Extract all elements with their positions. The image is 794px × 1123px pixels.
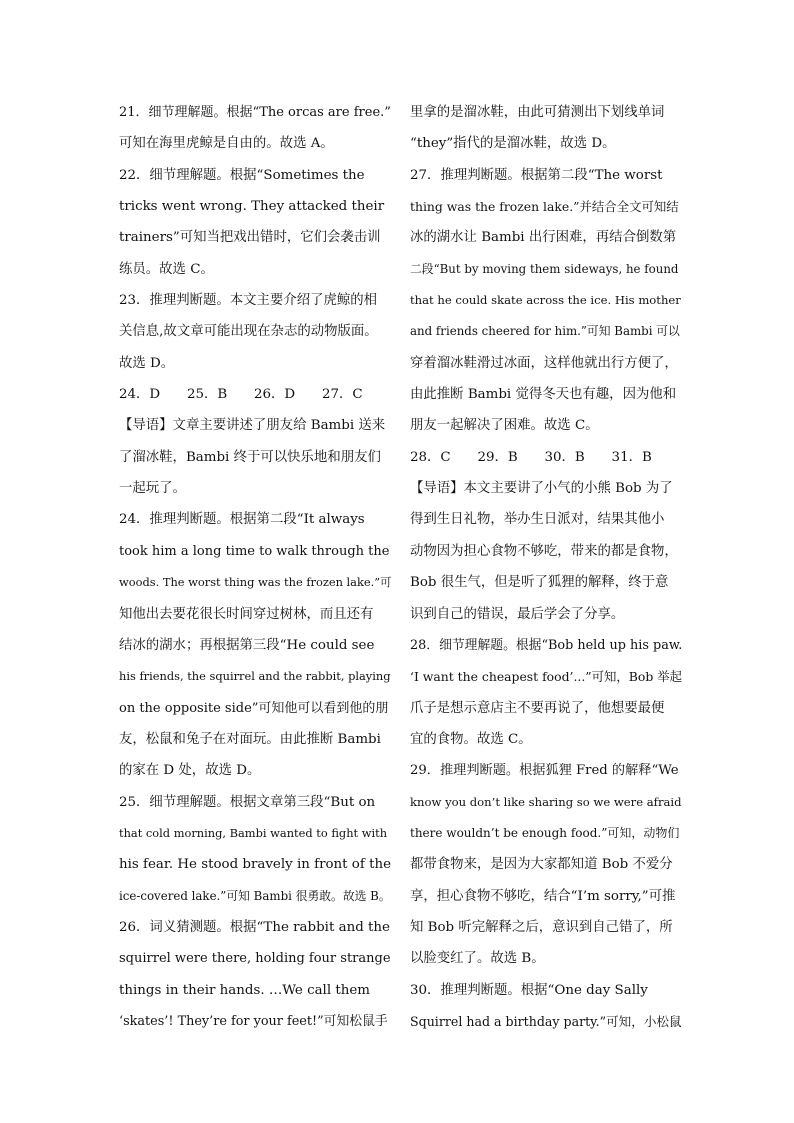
right-text-line: 都带食物来，是因为大家都知道 Bob 不爱分	[410, 857, 673, 873]
left-column	[119, 97, 391, 1037]
left-text-line: 结冰的湖水；再根据第三段“He could see	[119, 637, 375, 653]
left-text-line: 关信息,故文章可能出现在杂志的动物版面。	[119, 324, 378, 340]
left-text-line: his fear. He stood bravely in front of the	[119, 857, 392, 873]
right-text-line: 宜的食物。故选 C。	[410, 731, 532, 747]
left-text-line: 23．推理判断题。本文主要介绍了虎鲸的相	[119, 293, 378, 309]
left-text-line: 可知在海里虎鲸是自由的。故选 A。	[119, 136, 334, 152]
left-text-line: trainers”可知当把戏出错时，它们会袭击训	[119, 230, 381, 246]
right-text-line: 29．推理判断题。根据狐狸 Fred 的解释“We	[410, 763, 679, 779]
right-text-line: 识到自己的错误，最后学会了分享。	[410, 606, 625, 622]
left-text-line: 一起玩了。	[119, 481, 186, 497]
left-text-line: 的家在 D 处，故选 D。	[119, 763, 261, 779]
right-text-line: 由此推断 Bambi 觉得冬天也有趣，因为他和	[410, 387, 677, 403]
right-text-line: 得到生日礼物，举办生日派对，结果其他小	[410, 512, 665, 528]
right-text-line: 27．推理判断题。根据第二段“The worst	[410, 167, 663, 183]
left-text-line: 21．细节理解题。根据“The orcas are free.”	[119, 105, 391, 120]
right-text-line: 知 Bob 听完解释之后，意识到自己错了，所	[410, 919, 673, 935]
right-text-line: “they”指代的是溜冰鞋，故选 D。	[410, 136, 616, 152]
left-text-line: 友，松鼠和兔子在对面玩。由此推断 Bambi	[119, 731, 381, 747]
left-text-line: on the opposite side”可知他可以看到他的朋	[119, 700, 389, 716]
left-text-line: ice-covered lake.”可知 Bambi 很勇敢。故选 B。	[119, 888, 391, 903]
left-text-line: 26．词义猜测题。根据“The rabbit and the	[119, 919, 390, 935]
left-text-line: squirrel were there, holding four strange	[119, 951, 391, 967]
right-text-line: 28．细节理解题。根据“Bob held up his paw.	[410, 637, 683, 653]
right-text-line: 30．推理判断题。根据“One day Sally	[410, 982, 648, 998]
left-text-line: that cold morning, Bambi wanted to fight with	[119, 825, 388, 840]
right-text-line: 二段“But by moving them sideways, he found	[410, 261, 679, 276]
left-text-line: 【导语】文章主要讲述了朋友给 Bambi 送来	[119, 418, 386, 434]
right-text-line: 动物因为担心食物不够吃，带来的都是食物，	[410, 543, 678, 559]
right-text-line: 穿着溜冰鞋滑过冰面，这样他就出行方便了，	[410, 355, 678, 371]
right-text-line: 里拿的是溜冰鞋，由此可猜测出下划线单词	[410, 105, 665, 120]
left-text-line: his friends, the squirrel and the rabbit, playing	[119, 669, 391, 684]
left-text-line: 22．细节理解题。根据“Sometimes the	[119, 167, 365, 183]
left-text-line: ‘skates’! They’re for your feet!”可知松鼠手	[119, 1013, 388, 1029]
right-text-line: and friends cheered for him.”可知 Bambi 可以	[410, 324, 680, 339]
right-text-line: 【导语】本文主要讲了小气的小熊 Bob 为了	[410, 481, 673, 497]
right-text-line: 爪子是想示意店主不要再说了，他想要最便	[410, 700, 665, 716]
right-text-line: ‘I want the cheapest food’...”可知，Bob 举起	[410, 669, 682, 685]
right-text-line: 朋友一起解决了困难。故选 C。	[410, 418, 599, 434]
right-text-line: 冰的湖水让 Bambi 出行困难，再结合倒数第	[410, 230, 677, 246]
left-text-line: things in their hands. …We call them	[119, 982, 371, 998]
right-text-line: 享，担心食物不够吃，结合“I’m sorry,”可推	[410, 888, 676, 904]
right-text-line: thing was the frozen lake.”并结合全文可知结	[410, 199, 679, 215]
right-text-line: 28．C 29．B 30．B 31．B	[410, 449, 652, 465]
right-text-line: there wouldn’t be enough food.”可知，动物们	[410, 825, 680, 840]
left-text-line: 知他出去要花很长时间穿过树林，而且还有	[119, 606, 374, 622]
left-text-line: 24．推理判断题。根据第二段“It always	[119, 512, 365, 528]
left-text-line: 练员。故选 C。	[119, 261, 214, 277]
right-text-line: that he could skate across the ice. His mother	[410, 293, 681, 308]
right-column	[410, 97, 682, 1037]
left-text-line: 24．D 25．B 26．D 27．C	[119, 387, 363, 403]
left-text-line: 了溜冰鞋，Bambi 终于可以快乐地和朋友们	[119, 449, 381, 465]
left-text-line: woods. The worst thing was the frozen lake.”可	[119, 575, 392, 590]
left-text-line: took him a long time to walk through the	[119, 543, 390, 559]
left-text-line: 故选 D。	[119, 355, 175, 371]
right-text-line: 以脸变红了。故选 B。	[410, 951, 545, 967]
right-text-line: Squirrel had a birthday party.”可知，小松鼠	[410, 1013, 682, 1029]
left-text-line: 25．细节理解题。根据文章第三段“But on	[119, 794, 376, 810]
right-text-line: Bob 很生气，但是听了狐狸的解释，终于意	[410, 575, 669, 591]
left-text-line: tricks went wrong. They attacked their	[119, 199, 385, 215]
right-text-line: know you don’t like sharing so we were afraid	[410, 794, 682, 809]
